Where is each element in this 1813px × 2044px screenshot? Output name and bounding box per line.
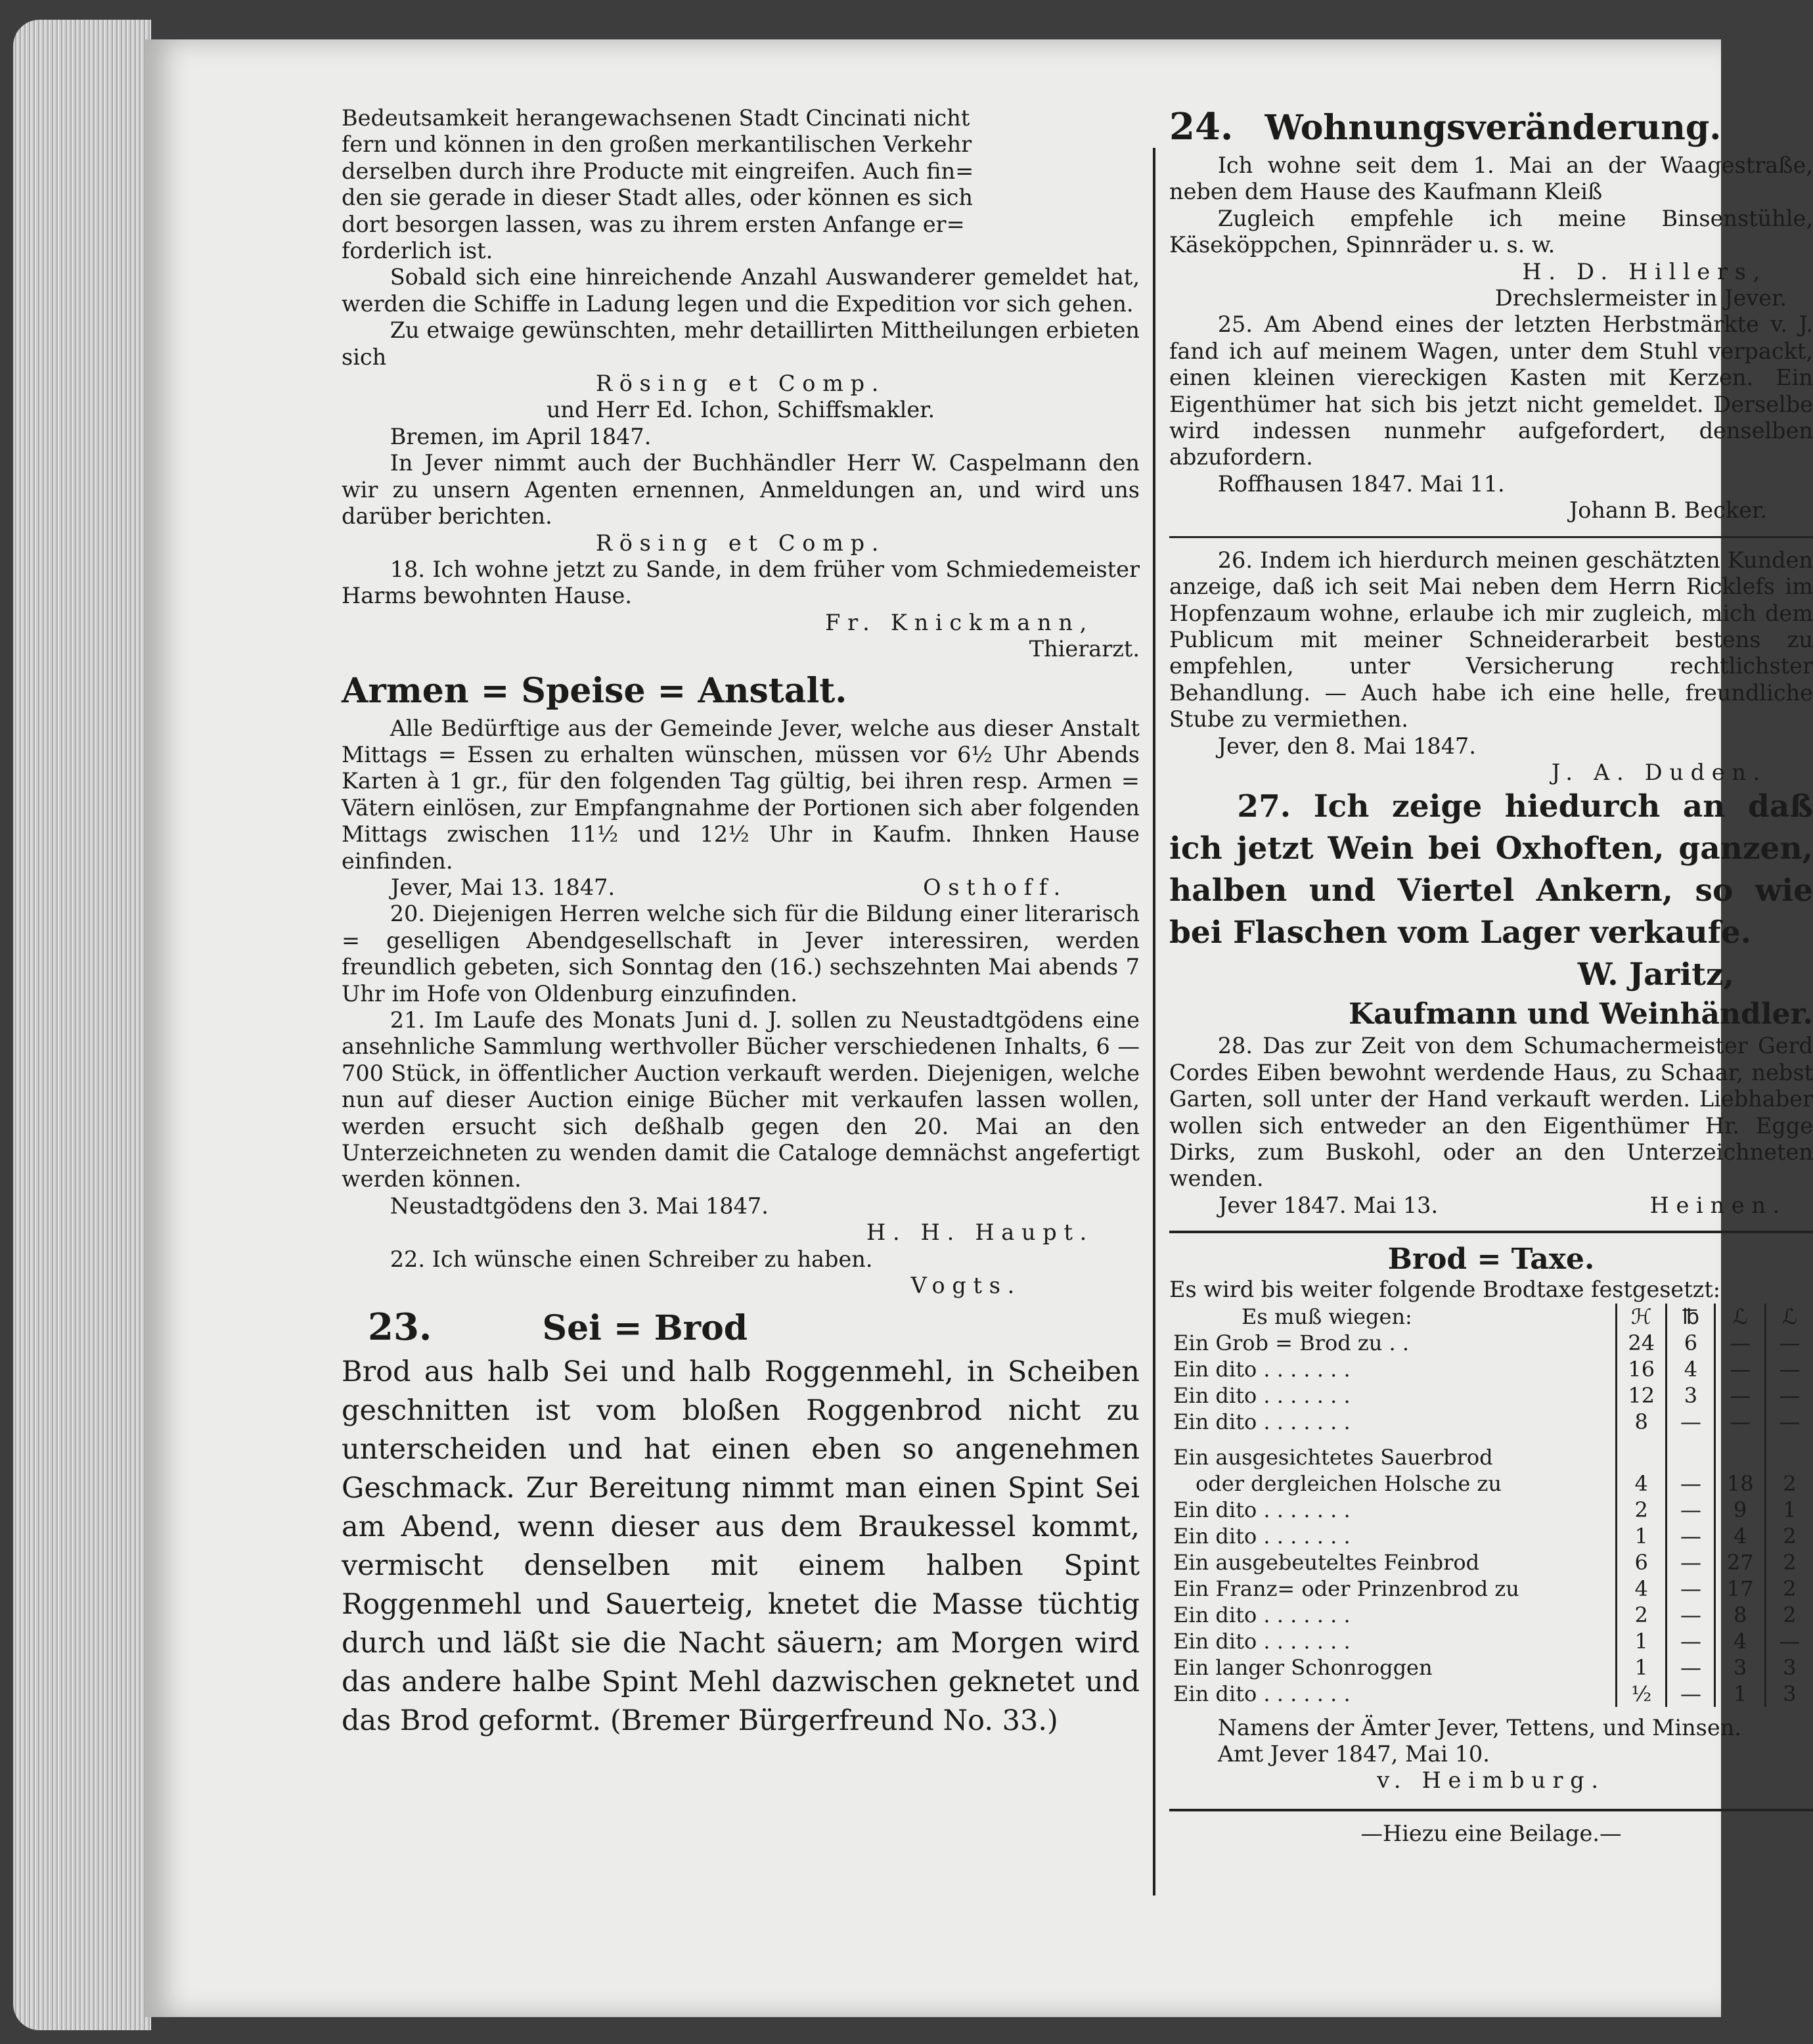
table-row-label: Ein dito . . . . . . . [1173, 1602, 1351, 1627]
table-header-cell: ℔ [1667, 1304, 1715, 1330]
table-cell: 4 [1715, 1628, 1766, 1654]
namens-line: Namens der Ämter Jever, Tettens, und Minsen. [1217, 1714, 1741, 1740]
table-row [1169, 1576, 1813, 1602]
table-cell: 4 [1715, 1523, 1766, 1549]
table-header-row [1169, 1304, 1813, 1330]
table-cell: — [1715, 1409, 1766, 1435]
signature-rosing: Rösing et Comp. [595, 371, 886, 397]
table-row-label: Ein dito . . . . . . . [1173, 1523, 1351, 1549]
table-cell: 1 [1616, 1628, 1667, 1654]
table-cell: 2 [1765, 1470, 1813, 1497]
table-cell: 4 [1616, 1470, 1667, 1497]
bottom-rule [1169, 1809, 1813, 1811]
notice-26-text: 26. Indem ich hierdurch meinen geschätzten Kunden anzeige, daß ich seit Mai neben dem Herrn Ricklefs im Hopfenzaum wohne, erlaube ich mir zugleich, mich dem Publicum mit meiner Schneiderarbeit bestens zu empfehlen, unter Versicherung rechtlichster Behandlung. — Auch habe ich eine helle, freundliche Stube zu vermiethen. [1169, 547, 1813, 733]
table-cell: 16 [1616, 1356, 1667, 1382]
notice-20-text: 20. Diejenigen Herren welche sich für die Bildung einer literarisch = geselligen Abendgesellschaft in Jever interessiren, werden freundlich gebeten, sich Sonntag den (16.) sechszehnten Mai abends 7 Uhr im Hofe von Oldenburg einzufinden. [342, 901, 1140, 1007]
table-cell: — [1715, 1330, 1766, 1356]
notice-27-text: 27. Ich zeige hiedurch an daß ich jetzt Wein bei Oxhoften, ganzen, halben und Viertel Ankern, so wie bei Flaschen vom Lager verkaufe. [1169, 788, 1813, 951]
table-row-label: Ein dito . . . . . . . [1173, 1409, 1351, 1434]
notice-23-number: 23. [368, 1306, 432, 1350]
left-column [342, 105, 1140, 1740]
notice-25-date: Roffhausen 1847. Mai 11. [1217, 470, 1505, 497]
signature-rosing-2: Rösing et Comp. [595, 530, 886, 556]
notice-26-signature: J. A. Duden. [1551, 759, 1767, 785]
caspelmann-notice: In Jever nimmt auch der Buchhändler Herr W. Caspelmann den wir zu unsern Agenten ernennen, Anmeldungen an, und wird uns darüber berichten. [342, 450, 1140, 530]
table-cell [1667, 1444, 1715, 1470]
notice-24-number: 24. [1169, 105, 1234, 148]
notice-21-signature: H. H. Haupt. [866, 1219, 1094, 1246]
table-header-cell: ℒ [1765, 1304, 1813, 1330]
table-header-label: Es muß wiegen: [1242, 1304, 1412, 1329]
notice-23-text: Brod aus halb Sei und halb Roggenmehl, in Scheiben geschnitten ist vom bloßen Roggenbrod nicht zu unterscheiden und hat einen eben so angenehmen Geschmack. Zur Bereitung nimmt man einen Spint Sei am Abend, wenn dieser aus dem Braukessel kommt, vermischt denselben mit einem halben Spint Roggenmehl und Sauerteig, knetet die Masse tüchtig durch und läßt sie die Nacht säuern; am Morgen wird das andere halbe Spint Mehl dazwischen geknetet und das Brod geformt. (Bremer Bürgerfreund No. 33.) [342, 1355, 1140, 1738]
notice-18-signature: Fr. Knickmann, [825, 609, 1094, 635]
table-header-cell: ℒ [1715, 1304, 1766, 1330]
table-cell: — [1667, 1602, 1715, 1628]
table-cell [1715, 1444, 1766, 1470]
table-cell: 6 [1616, 1549, 1667, 1576]
table-cell: 27 [1715, 1549, 1766, 1576]
table-cell: — [1765, 1356, 1813, 1382]
right-column [1169, 105, 1813, 1847]
notice-21-date: Neustadtgödens den 3. Mai 1847. [390, 1192, 769, 1219]
notice-22-signature: Vogts. [910, 1273, 1021, 1299]
armen-speise-heading: Armen = Speise = Anstalt. [342, 670, 847, 711]
table-row-label: Ein ausgesichtetes Sauerbrod [1173, 1444, 1493, 1470]
table-row [1169, 1628, 1813, 1654]
table-row [1169, 1523, 1813, 1549]
newspaper-page [145, 39, 1813, 2017]
book-page-edges [13, 20, 151, 2030]
notice-24-signature: H. D. Hillers, [1522, 258, 1767, 284]
table-cell: 4 [1667, 1356, 1715, 1382]
table-row [1169, 1382, 1813, 1409]
notice-24-heading [1169, 105, 1813, 150]
table-row [1169, 1549, 1813, 1576]
table-cell: — [1667, 1628, 1715, 1654]
table-cell: — [1765, 1330, 1813, 1356]
table-row [1169, 1681, 1813, 1707]
table-spacer [1169, 1435, 1813, 1444]
armen-speise-text: Alle Bedürftige aus der Gemeinde Jever, welche aus dieser Anstalt Mittags = Essen zu erhalten wünschen, müssen vor 6½ Uhr Abends Karten à 1 gr., für den folgenden Tag gültig, bei ihren resp. Armen = Vätern einlösen, zur Empfangnahme der Portionen sich aber folgenden Mittags zwischen 11½ und 12½ Uhr in Kaufm. Ihnken Hause einfinden. [342, 715, 1140, 874]
table-row [1169, 1356, 1813, 1382]
table-cell: 1 [1715, 1681, 1766, 1707]
signature-ichon: und Herr Ed. Ichon, Schiffsmakler. [546, 397, 935, 423]
table-cell: 18 [1715, 1470, 1766, 1497]
separator [1169, 536, 1813, 538]
table-row-label: Ein dito . . . . . . . [1173, 1356, 1351, 1382]
notice-25-signature: Johann B. Becker. [1569, 497, 1767, 524]
intro-paragraph-2: Sobald sich eine hinreichende Anzahl Auswanderer gemeldet hat, werden die Schiffe in Ladung legen und die Expedition vor sich gehen. [342, 264, 1140, 317]
table-cell: — [1667, 1576, 1715, 1602]
notice-23-title: Sei = Brod [542, 1308, 748, 1349]
intro-line: Bedeutsamkeit herangewachsenen Stadt Cincinati nicht [342, 105, 970, 131]
table-cell: — [1667, 1654, 1715, 1681]
table-cell: — [1667, 1681, 1715, 1707]
brod-taxe-table [1169, 1304, 1813, 1707]
intro-line: den sie gerade in dieser Stadt alles, oder können es sich [342, 185, 973, 211]
table-cell: 2 [1765, 1602, 1813, 1628]
amt-signature: v. Heimburg. [1377, 1767, 1605, 1794]
table-cell: 8 [1616, 1409, 1667, 1435]
table-row [1169, 1497, 1813, 1523]
table-row-label: Ein dito . . . . . . . [1173, 1497, 1351, 1522]
table-row-label: Ein Franz= oder Prinzenbrod zu [1173, 1576, 1519, 1601]
table-cell: 3 [1765, 1681, 1813, 1707]
notice-27-title: Kaufmann und Weinhändler. [1348, 997, 1813, 1032]
intro-line: forderlich ist. [342, 238, 493, 264]
table-cell: — [1765, 1409, 1813, 1435]
table-cell: 2 [1616, 1602, 1667, 1628]
table-cell: 3 [1667, 1382, 1715, 1409]
intro-line: fern und können in den großen merkantilischen Verkehr [342, 131, 972, 158]
table-cell: — [1667, 1523, 1715, 1549]
armen-date: Jever, Mai 13. 1847. [391, 874, 616, 900]
amt-date: Amt Jever 1847, Mai 10. [1217, 1741, 1490, 1767]
table-cell: — [1765, 1382, 1813, 1409]
table-cell [1765, 1444, 1813, 1470]
notice-21-text: 21. Im Laufe des Monats Juni d. J. sollen zu Neustadtgödens eine ansehnliche Sammlung werthvoller Bücher verschiedenen Inhalts, 6 — 700 Stück, in öffentlicher Auction verkauft werden. Diejenigen, welche nun auf dieser Auction einige Bücher mit verkaufen lassen wollen, werden ersucht sich deßhalb gegen den 20. Mai an den Unterzeichneten zu wenden damit die Cataloge demnächst angefertigt werden können. [342, 1007, 1140, 1192]
table-cell: 2 [1765, 1549, 1813, 1576]
table-row [1169, 1330, 1813, 1356]
table-row-label: Ein dito . . . . . . . [1173, 1628, 1351, 1654]
notice-23-heading [342, 1306, 1140, 1350]
table-row-label: Ein langer Schonroggen [1173, 1654, 1433, 1680]
table-cell: 1 [1616, 1654, 1667, 1681]
table-row [1169, 1409, 1813, 1435]
notice-22-text: 22. Ich wünsche einen Schreiber zu haben. [390, 1246, 873, 1272]
table-cell: 2 [1616, 1497, 1667, 1523]
table-cell: 6 [1667, 1330, 1715, 1356]
table-cell: — [1715, 1382, 1766, 1409]
table-row-label: Ein ausgebeuteltes Feinbrod [1173, 1549, 1480, 1575]
notice-18-text: 18. Ich wohne jetzt zu Sande, in dem früher vom Schmiedemeister Harms bewohnten Hause. [342, 556, 1140, 609]
table-cell: — [1667, 1497, 1715, 1523]
date-bremen: Bremen, im April 1847. [390, 423, 652, 449]
intro-line: dort besorgen lassen, was zu ihrem ersten Anfange er= [342, 211, 965, 237]
brod-taxe-rule-top [1169, 1231, 1813, 1233]
table-cell [1616, 1444, 1667, 1470]
table-cell: 17 [1715, 1576, 1766, 1602]
brod-taxe-heading: Brod = Taxe. [1387, 1242, 1595, 1277]
table-cell: 12 [1616, 1382, 1667, 1409]
table-row [1169, 1602, 1813, 1628]
table-cell: 3 [1715, 1654, 1766, 1681]
notice-28-footer [1169, 1192, 1813, 1219]
intro-lines [342, 105, 1140, 264]
notice-28-text: 28. Das zur Zeit von dem Schumachermeister Gerd Cordes Eiben bewohnt werdende Haus, zu Schaar, nebst Garten, soll unter der Hand verkauft werden. Liebhaber wollen sich entweder an den Eigenthümer Hr. Egge Dirks, zum Buskohl, oder an den Unterzeichneten wenden. [1169, 1033, 1813, 1192]
table-cell: — [1765, 1628, 1813, 1654]
table-cell: 2 [1765, 1523, 1813, 1549]
table-row [1169, 1470, 1813, 1497]
table-cell: 24 [1616, 1330, 1667, 1356]
table-cell: — [1667, 1409, 1715, 1435]
table-row [1169, 1444, 1813, 1470]
table-cell: 9 [1715, 1497, 1766, 1523]
table-row-label: Ein Grob = Brod zu . . [1173, 1330, 1410, 1355]
table-cell: 2 [1765, 1576, 1813, 1602]
table-cell: 3 [1765, 1654, 1813, 1681]
notice-18-title: Thierarzt. [1029, 636, 1140, 662]
notice-24-title-line: Drechslermeister in Jever. [1494, 285, 1787, 311]
table-cell: — [1667, 1549, 1715, 1576]
table-cell: 8 [1715, 1602, 1766, 1628]
notice-24-title: Wohnungsveränderung. [1265, 108, 1722, 148]
table-cell: 4 [1616, 1576, 1667, 1602]
table-cell: — [1667, 1470, 1715, 1497]
table-cell: ½ [1616, 1681, 1667, 1707]
table-header-cell: ℋ [1616, 1304, 1667, 1330]
notice-24-text: Ich wohne seit dem 1. Mai an der Waagestraße, neben dem Hause des Kaufmann Kleiß [1169, 152, 1813, 205]
intro-line: derselben durch ihre Producte mit eingreifen. Auch fin= [342, 158, 974, 184]
armen-footer [342, 874, 1140, 901]
notice-26-date: Jever, den 8. Mai 1847. [1217, 733, 1476, 759]
notice-25-text: 25. Am Abend eines der letzten Herbstmärkte v. J. fand ich auf meinem Wagen, unter dem Stuhl verpackt, einen kleinen viereckigen Kasten mit Kerzen. Ein Eigenthümer hat sich bis jetzt nicht gemeldet. Derselbe wird indessen nunmehr aufgefordert, denselben abzufordern. [1169, 311, 1813, 470]
notice-24-text-2: Zugleich empfehle ich meine Binsenstühle, Käseköppchen, Spinnräder u. s. w. [1169, 205, 1813, 258]
intro-paragraph-3: Zu etwaige gewünschten, mehr detaillirten Mittheilungen erbieten sich [342, 317, 1140, 370]
armen-signature: Osthoff. [923, 874, 1067, 900]
notice-28-date: Jever 1847. Mai 13. [1219, 1192, 1439, 1218]
column-rule [1153, 148, 1155, 1896]
brod-taxe-intro: Es wird bis weiter folgende Brodtaxe festgesetzt: [1169, 1277, 1721, 1303]
table-row [1169, 1654, 1813, 1681]
table-row-label: oder dergleichen Holsche zu [1196, 1470, 1502, 1496]
table-row-label: Ein dito . . . . . . . [1173, 1382, 1351, 1408]
table-cell: 1 [1765, 1497, 1813, 1523]
table-row-label: Ein dito . . . . . . . [1173, 1681, 1351, 1706]
notice-28-signature: Heinen. [1649, 1192, 1787, 1218]
notice-27-signature: W. Jaritz, [1577, 957, 1734, 993]
table-cell: 1 [1616, 1523, 1667, 1549]
table-cell: — [1715, 1356, 1766, 1382]
beilage-note: —Hiezu eine Beilage.— [1360, 1820, 1622, 1846]
